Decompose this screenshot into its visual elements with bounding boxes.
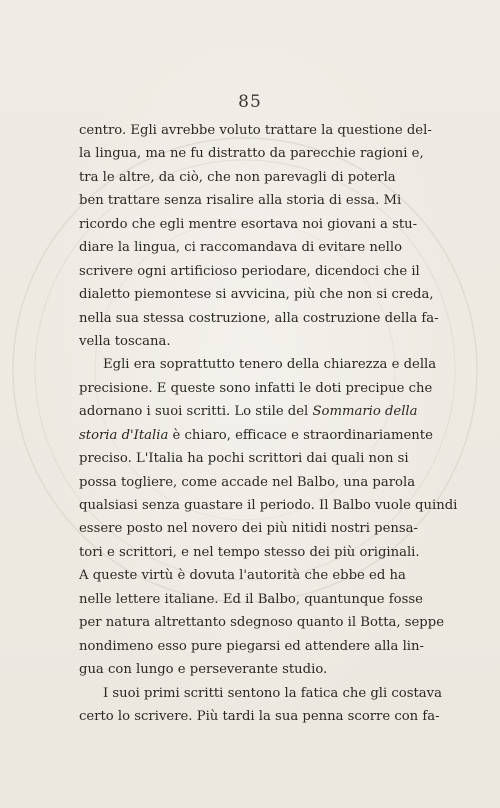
text-line: dialetto piemontese si avvicina, più che non si creda, [79, 287, 434, 303]
text-line: nondimeno esso pure piegarsi ed attendere alla lin- [79, 638, 424, 654]
text-line: Egli era soprattutto tenero della chiarezza e della [103, 357, 437, 373]
text-line: diare la lingua, ci raccomandava di evitare nello [79, 240, 403, 256]
text-line: scrivere ogni artificioso periodare, dicendoci che il [79, 263, 420, 279]
text-line: essere posto nel novero dei più nitidi nostri pensa- [79, 521, 418, 537]
text-line: preciso. L'Italia ha pochi scrittori dai quali non si [79, 451, 409, 467]
text-line: tra le altre, da ciò, che non parevagli di poterla [79, 169, 396, 185]
text-line: adornano i suoi scritti. Lo stile del Sommario della [79, 404, 418, 420]
text-line: I suoi primi scritti sentono la fatica che gli costava [103, 685, 442, 701]
text-line: vella toscana. [79, 333, 171, 349]
text-line: A queste virtù è dovuta l'autorità che ebbe ed ha [79, 568, 406, 584]
body-text [79, 119, 458, 728]
text-line: tori e scrittori, e nel tempo stesso dei più originali. [79, 544, 420, 560]
page-number: 85 [238, 92, 262, 112]
text-line: nella sua stessa costruzione, alla costruzione della fa- [79, 310, 439, 326]
text-line: per natura altrettanto sdegnoso quanto il Botta, seppe [79, 615, 444, 631]
text-line: la lingua, ma ne fu distratto da parecchie ragioni e, [79, 146, 424, 162]
text-line: gua con lungo e perseverante studio. [79, 662, 328, 678]
text-line: precisione. E queste sono infatti le doti precipue che [79, 380, 433, 396]
text-line: storia d'Italia è chiaro, efficace e straordinariamente [79, 427, 433, 443]
text-line: ricordo che egli mentre esortava noi giovani a stu- [79, 216, 418, 232]
text-line: centro. Egli avrebbe voluto trattare la questione del- [79, 123, 432, 138]
book-title-italic: storia d'Italia [79, 427, 169, 443]
text-line: certo lo scrivere. Più tardi la sua penna scorre con fa- [79, 708, 440, 724]
text-line: qualsiasi senza guastare il periodo. Il Balbo vuole quindi [79, 498, 458, 513]
text-line: ben trattare senza risalire alla storia di essa. Mi [79, 193, 402, 209]
text-line: possa togliere, come accade nel Balbo, una parola [79, 474, 416, 490]
text-line: nelle lettere italiane. Ed il Balbo, quantunque fosse [79, 591, 423, 607]
book-title-italic: Sommario della [312, 404, 418, 420]
